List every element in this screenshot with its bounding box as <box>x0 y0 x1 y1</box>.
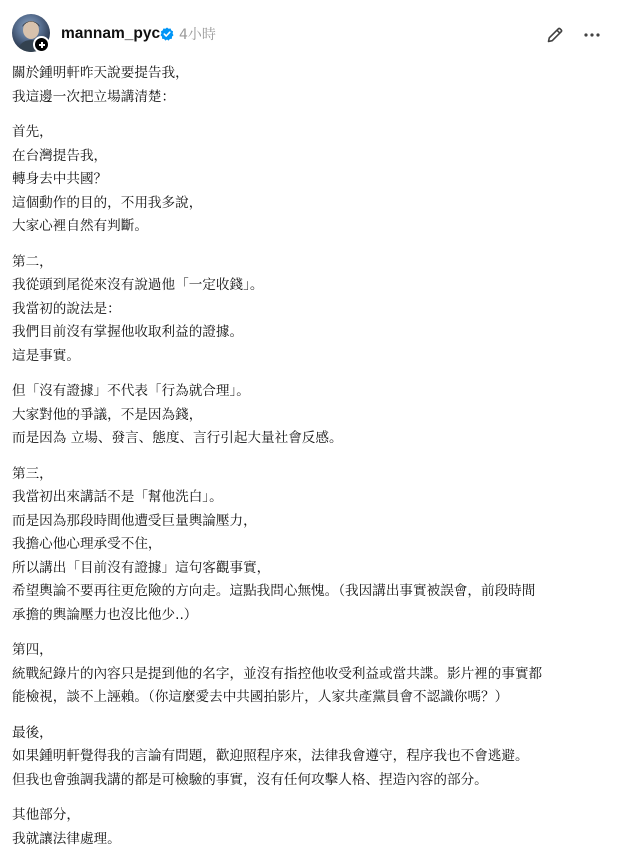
text-line: 我就讓法律處理。 <box>12 830 121 847</box>
post-body <box>12 62 612 863</box>
text-line: 而是因為 立場、發言、態度、言行引起大量社會反感。 <box>12 430 343 446</box>
text-line: 而是因為那段時間他遭受巨量輿論壓力， <box>12 512 257 529</box>
text-line: 轉身去中共國？ <box>12 171 108 187</box>
username[interactable]: mannam_pyc <box>61 25 161 42</box>
text-line: 在台灣提告我， <box>12 147 108 164</box>
post-timestamp: 4小時 <box>179 27 216 43</box>
text-line: 我這邊一次把立場講清楚： <box>12 88 176 105</box>
text-line: 但我也會強調我講的都是可檢驗的事實，沒有任何攻擊人格、捏造內容的部分。 <box>12 771 488 788</box>
text-line: 但「沒有證據」不代表「行為就合理」。 <box>12 383 250 399</box>
paragraph-first <box>12 121 612 239</box>
paragraph-fourth <box>12 639 612 710</box>
paragraph-evidence <box>12 380 612 451</box>
text-line: 大家對他的爭議，不是因為錢， <box>12 406 203 423</box>
post-header <box>0 0 619 68</box>
text-line: 如果鍾明軒覺得我的言論有問題，歡迎照程序來，法律我會遵守，程序我也不會逃避。 <box>12 748 529 764</box>
follow-plus-icon[interactable] <box>33 36 50 53</box>
text-line: 其他部分， <box>12 807 80 823</box>
text-line: 我們目前沒有掌握他收取利益的證據。 <box>12 324 244 340</box>
paragraph-second <box>12 251 612 369</box>
text-line: 最後， <box>12 724 53 741</box>
text-line: 第二， <box>12 253 53 270</box>
text-line: 首先， <box>12 124 53 140</box>
text-line: 我當初出來講話不是「幫他洗白」。 <box>12 489 223 505</box>
more-horizontal-icon[interactable] <box>582 25 602 45</box>
paragraph-intro <box>12 62 612 109</box>
text-line: 所以講出「目前沒有證據」這句客觀事實， <box>12 559 271 576</box>
text-line: 第三， <box>12 465 53 482</box>
text-line: 這是事實。 <box>12 347 80 364</box>
text-line: 承擔的輿論壓力也沒比他少..） <box>12 606 198 623</box>
text-line: 大家心裡自然有判斷。 <box>12 218 148 234</box>
text-line: 我擔心他心理承受不住， <box>12 536 162 552</box>
verified-badge-icon <box>160 27 174 41</box>
paragraph-finally <box>12 722 612 793</box>
text-line: 統戰紀錄片的內容只是提到他的名字，並沒有指控他收受利益或當共諜。影片裡的事實都 <box>12 665 543 682</box>
paragraph-third <box>12 463 612 628</box>
avatar[interactable] <box>12 14 50 52</box>
text-line: 希望輿論不要再往更危險的方向走。這點我問心無愧。（我因講出事實被誤會，前段時間 <box>12 583 536 599</box>
pencil-edit-icon[interactable] <box>545 25 565 45</box>
paragraph-other <box>12 804 612 851</box>
text-line: 這個動作的目的，不用我多說， <box>12 194 203 211</box>
text-line: 關於鍾明軒昨天說要提告我， <box>12 65 189 81</box>
text-line: 能檢視，談不上誣賴。（你這麼愛去中共國拍影片，人家共產黨員會不認識你嗎？） <box>12 689 509 705</box>
text-line: 我從頭到尾從來沒有說過他「一定收錢」。 <box>12 277 264 293</box>
text-line: 第四， <box>12 642 53 658</box>
text-line: 我當初的說法是： <box>12 300 121 317</box>
